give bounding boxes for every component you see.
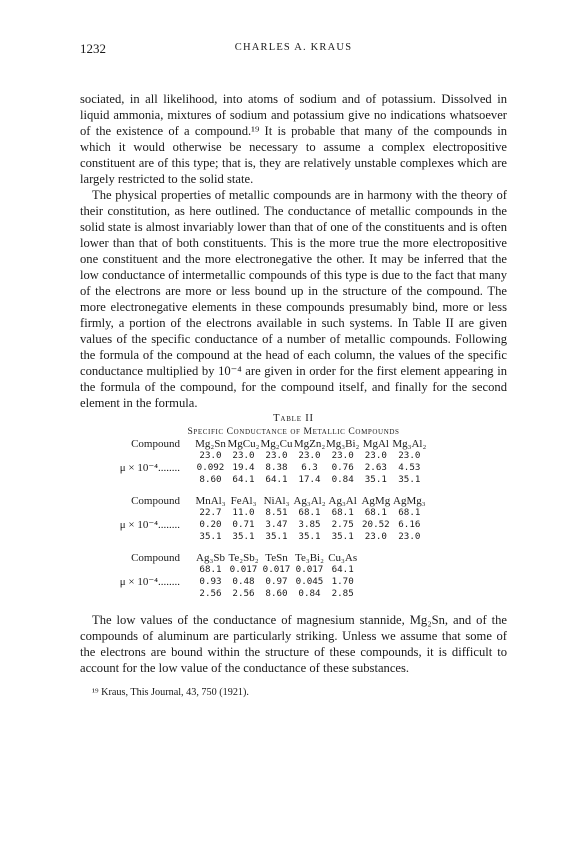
table-cell: 1.70 [331,576,354,587]
table-cell: 19.4 [232,462,255,473]
table-cell: 23.0 [232,450,255,461]
table-cell: 3.47 [265,519,288,530]
table-cell: 3.85 [298,519,321,530]
value-label: μ × 10⁻⁴........ [119,462,180,474]
paragraph-physical-properties: The physical properties of metallic compounds are in harmony with the theory of their constitution, as here outlined. The conductance of metallic compounds in the solid state is almost invariably lower than that of one of the constituents and is often lower than that of both constituents. This is the more true the more electropositive one constituent and the more electronegative the other. It may be inferred that the low conductance of intermetallic compounds of this type is due to the fact that many of the electrons are more or less bound up in the structure of the compound. The more electronegative elements in these compounds presumably bind, more or less firmly, a portion of the electrons available in such systems. In Table II are given values of the specific conductance of a number of metallic compounds. Following the formula of the compound at the head of each column, the values of the specific conductance multiplied by 10⁻⁴ are given in order for the first element appearing in the formula of the compound, for the compound itself, and finally for the second element in the formula. [80,188,507,410]
table-cell: 68.1 [364,507,387,518]
table-cell: 2.85 [331,588,354,599]
table-cell: 23.0 [265,450,288,461]
table-cell: 23.0 [331,450,354,461]
article-body [80,91,507,699]
table-row [80,564,426,576]
table-cell: 0.84 [298,588,321,599]
table-cell: 20.52 [362,519,390,530]
table-row [80,462,426,474]
compound-header: Ag₃Sb [196,552,225,564]
compound-header: Mg₂Sn [195,438,226,450]
compound-header: MgAl [362,438,389,450]
table-cell: 35.1 [199,531,222,542]
table-cell: 23.0 [398,531,421,542]
table-cell: 35.1 [298,531,321,542]
compound-header: Te₂Sb₂ [228,552,259,564]
table-cell: 23.0 [398,450,421,461]
table-cell: 68.1 [398,507,421,518]
table-row [80,588,426,600]
table-cell: 0.97 [265,576,288,587]
table-cell: 0.76 [331,462,354,473]
table-subtitle: Specific Conductance of Metallic Compounds [187,426,400,437]
table-row [80,576,426,588]
value-label: μ × 10⁻⁴........ [119,576,180,588]
table-cell: 4.53 [398,462,421,473]
paragraph-low-values: The low values of the conductance of magnesium stannide, Mg₂Sn, and of the compounds of aluminum are particularly striking. Unless we assume that some of the electrons are bound within the structure of these compounds, it is difficult to account for the low value of the conductance of these substances. [80,613,507,675]
compound-label: Compound [131,495,180,507]
table-cell: 2.56 [232,588,255,599]
table-cell: 0.71 [232,519,255,530]
table-row [80,474,426,486]
running-head: CHARLES A. KRAUS [234,42,353,53]
table-row-compounds [80,495,426,507]
table-cell: 35.1 [398,474,421,485]
paragraph-continued: sociated, in all likelihood, into atoms of sodium and of potassium. Dissolved in liquid ammonia, mixtures of sodium and potassium give no indications whatsoever of the existence of a compound.¹⁹ It is probable that many of the compounds in which it would otherwise be necessary to assume a complex electropositive constituent are of this type; that is, they are relatively unstable complexes which are largely restricted to the solid state. [80,92,507,186]
page-header [80,41,507,57]
table-cell: 2.63 [364,462,387,473]
table-cell: 0.017 [262,564,291,575]
compound-header: Te₃Bi₂ [295,552,324,564]
compound-header: MgCu₂ [227,438,260,450]
table-cell: 2.56 [199,588,222,599]
compound-header: Ag₃Al [328,495,357,507]
table-cell: 35.1 [265,531,288,542]
compound-label: Compound [131,552,180,564]
table-cell: 35.1 [364,474,387,485]
conductance-table [80,438,426,600]
table-title: Table II [273,413,314,424]
compound-header: Ag₃Al₂ [293,495,326,507]
table-cell: 23.0 [298,450,321,461]
table-cell: 0.20 [199,519,222,530]
compound-header: Cu₃As [328,552,358,564]
table-cell: 2.75 [331,519,354,530]
table-row [80,531,426,543]
compound-header: TeSn [265,552,288,564]
table-cell: 11.0 [232,507,255,518]
compound-label: Compound [131,438,180,450]
table-cell: 0.93 [199,576,222,587]
table-row-compounds [80,438,426,450]
table-cell: 0.092 [196,462,225,473]
table-cell: 8.38 [265,462,288,473]
table-cell: 64.1 [232,474,255,485]
table-cell: 23.0 [364,450,387,461]
compound-header: AgMg₃ [393,495,426,507]
table-cell: 0.017 [229,564,258,575]
table-cell: 8.60 [199,474,222,485]
table-cell: 0.045 [295,576,324,587]
table-row-compounds [80,552,426,564]
table-cell: 6.3 [301,462,318,473]
table-cell: 68.1 [331,507,354,518]
table-cell: 64.1 [265,474,288,485]
table-cell: 68.1 [199,564,222,575]
compound-header: Mg₂Cu [260,438,293,450]
table-cell: 6.16 [398,519,421,530]
table-cell: 23.0 [199,450,222,461]
table-cell: 68.1 [298,507,321,518]
table-cell: 35.1 [331,531,354,542]
table-cell: 23.0 [364,531,387,542]
compound-header: AgMg [361,495,391,507]
table-cell: 0.017 [295,564,324,575]
compound-header: MgZn₂ [293,438,326,450]
compound-header: NiAl₃ [263,495,290,507]
compound-header: MnAl₃ [195,495,226,507]
value-label: μ × 10⁻⁴........ [119,519,180,531]
table-cell: 22.7 [199,507,222,518]
table-cell: 64.1 [331,564,354,575]
page-number: 1232 [80,41,106,56]
table-cell: 17.4 [298,474,321,485]
table-cell: 8.51 [265,507,288,518]
table-cell: 0.84 [331,474,354,485]
table-cell: 8.60 [265,588,288,599]
table-cell: 35.1 [232,531,255,542]
table-cell: 0.48 [232,576,255,587]
compound-header: Mg₃Bi₂ [326,438,360,450]
compound-header: Mg₃Al₂ [392,438,427,450]
compound-header: FeAl₃ [230,495,257,507]
footnote: ¹⁹ Kraus, This Journal, 43, 750 (1921). [92,687,249,698]
table-row [80,450,426,462]
table-row [80,507,426,519]
table-row [80,519,426,531]
